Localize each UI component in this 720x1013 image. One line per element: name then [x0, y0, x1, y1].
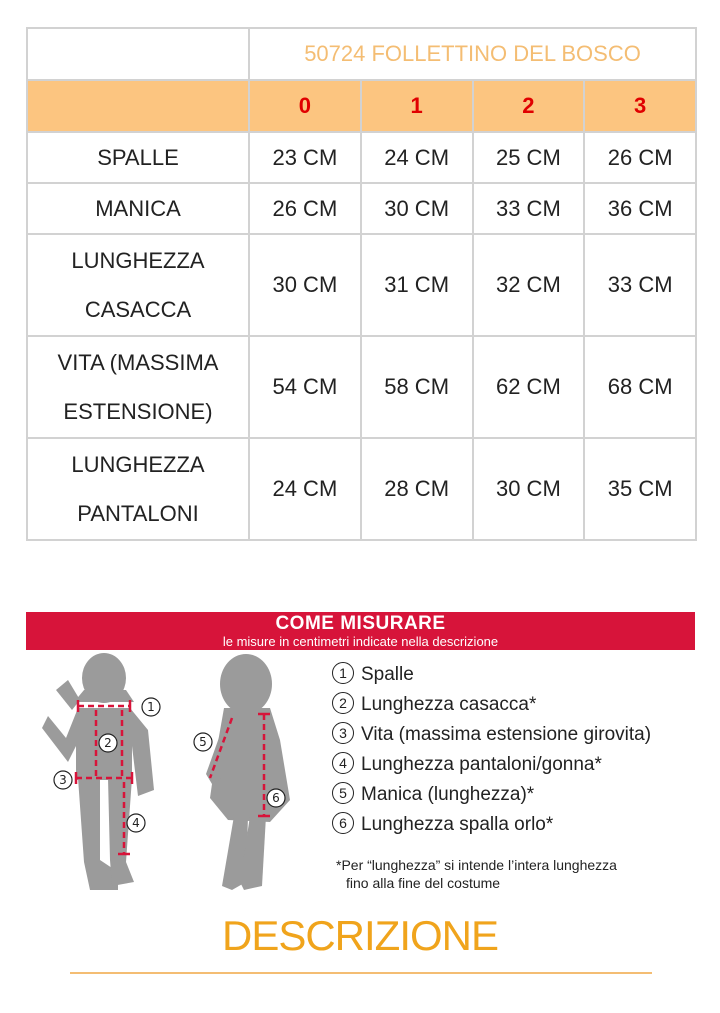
legend-item: [332, 720, 712, 750]
table-row: [27, 183, 696, 234]
marker-5-label: 5: [199, 735, 207, 749]
table-row: [27, 132, 696, 183]
legend-text: Manica (lunghezza)*: [361, 784, 535, 805]
row-label: VITA (MASSIMA ESTENSIONE): [27, 336, 249, 438]
cell: 31 CM: [361, 234, 473, 336]
row-label: LUNGHEZZA CASACCA: [27, 234, 249, 336]
legend-number: 6: [332, 812, 354, 834]
legend-number: 2: [332, 692, 354, 714]
legend-item: [332, 660, 712, 690]
legend-text: Spalle: [361, 664, 414, 685]
legend-item: [332, 690, 712, 720]
corner-cell: [27, 28, 249, 80]
cell: 30 CM: [361, 183, 473, 234]
legend-number: 4: [332, 752, 354, 774]
marker-1-label: 1: [147, 700, 155, 714]
length-note: [336, 856, 617, 892]
cell: 35 CM: [584, 438, 696, 540]
marker-6-label: 6: [272, 791, 280, 805]
legend-number: 1: [332, 662, 354, 684]
marker-3-label: 3: [59, 773, 67, 787]
size-header: 2: [473, 80, 585, 132]
marker-4-label: 4: [132, 816, 140, 830]
table-row: [27, 234, 696, 336]
banner-subheading: le misure in centimetri indicate nella descrizione: [222, 634, 499, 649]
cell: 33 CM: [473, 183, 585, 234]
side-child-silhouette: [206, 654, 290, 890]
cell: 25 CM: [473, 132, 585, 183]
size-table: [26, 27, 697, 541]
description-heading: DESCRIZIONE: [221, 912, 499, 959]
description-divider: [70, 972, 652, 974]
marker-2-label: 2: [104, 736, 112, 750]
table-row: [27, 438, 696, 540]
cell: 30 CM: [473, 438, 585, 540]
row-label: LUNGHEZZA PANTALONI: [27, 438, 249, 540]
note-line-2: fino alla fine del costume: [346, 875, 501, 891]
legend-number: 5: [332, 782, 354, 804]
cell: 24 CM: [361, 132, 473, 183]
measure-legend: [332, 660, 712, 840]
cell: 33 CM: [584, 234, 696, 336]
size-header: 3: [584, 80, 696, 132]
legend-number: 3: [332, 722, 354, 744]
cell: 32 CM: [473, 234, 585, 336]
cell: 58 CM: [361, 336, 473, 438]
cell: 24 CM: [249, 438, 361, 540]
legend-text: Lunghezza spalla orlo*: [361, 814, 554, 835]
legend-text: Lunghezza pantaloni/gonna*: [361, 754, 602, 775]
cell: 36 CM: [584, 183, 696, 234]
note-line-1: *Per “lunghezza” si intende l’intera lunghezza: [336, 857, 617, 873]
cell: 28 CM: [361, 438, 473, 540]
legend-item: [332, 810, 712, 840]
legend-text: Lunghezza casacca*: [361, 694, 537, 715]
cell: 68 CM: [584, 336, 696, 438]
cell: 26 CM: [584, 132, 696, 183]
row-label: SPALLE: [27, 132, 249, 183]
measurement-diagram: [26, 650, 326, 910]
cell: 30 CM: [249, 234, 361, 336]
cell: 62 CM: [473, 336, 585, 438]
row-label: MANICA: [27, 183, 249, 234]
table-row: [27, 336, 696, 438]
size-header: 0: [249, 80, 361, 132]
size-header: 1: [361, 80, 473, 132]
legend-item: [332, 780, 712, 810]
header-blank: [27, 80, 249, 132]
product-title: 50724 FOLLETTINO DEL BOSCO: [249, 28, 696, 80]
cell: 23 CM: [249, 132, 361, 183]
banner-heading: COME MISURARE: [275, 613, 446, 634]
cell: 26 CM: [249, 183, 361, 234]
legend-text: Vita (massima estensione girovita): [361, 724, 652, 745]
cell: 54 CM: [249, 336, 361, 438]
legend-item: [332, 750, 712, 780]
how-to-measure-banner: [26, 612, 695, 650]
